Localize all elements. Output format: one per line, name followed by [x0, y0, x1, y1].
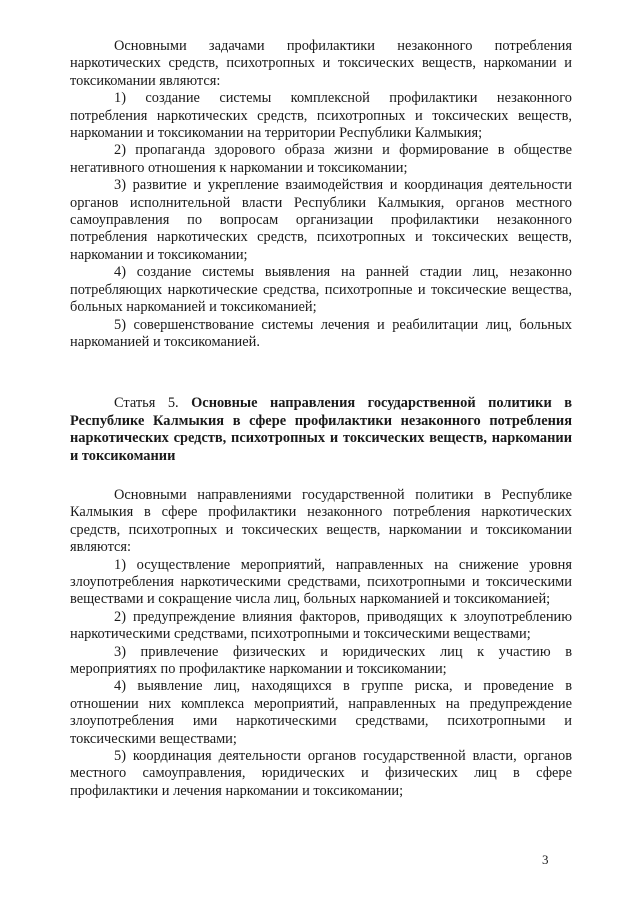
section2-item-3: 3) привлечение физических и юридических лиц к участию в мероприятиях по профилактике наркомании и токсикомании;: [70, 643, 572, 677]
section2-item-4: 4) выявление лиц, находящихся в группе риска, и проведение в отношении них комплекса мероприятий, направленных на предупреждение злоупотребления ими наркотическими средствами, психотропными и токсическими веществами;: [70, 678, 572, 747]
section1-item-1: 1) создание системы комплексной профилактики незаконного потребления наркотических средств, психотропных и токсических веществ, наркомании и токсикомании на территории Республики Калмыкия;: [70, 90, 572, 142]
section2-intro: Основными направлениями государственной политики в Республике Калмыкия в сфере профилактики незаконного потребления наркотических средств, психотропных и токсических веществ, наркомании и токсикомании являются:: [70, 486, 572, 556]
article-title: Основные направления государственной политики в Республике Калмыкия в сфере профилактики незаконного потребления наркотических средств, психотропных и токсических веществ, наркомании и токсикомании: [70, 395, 572, 464]
page-content: [70, 38, 572, 800]
section1-item-5: 5) совершенствование системы лечения и реабилитации лиц, больных наркоманией и токсикоманией.: [70, 316, 572, 350]
spacer: [70, 351, 572, 395]
article-label: Статья 5.: [114, 395, 179, 412]
section1-item-3: 3) развитие и укрепление взаимодействия и координация деятельности органов исполнительной власти Республики Калмыкия, органов местного самоуправления по вопросам организации профилактики незаконного потребления наркотических средств, психотропных и токсических веществ, наркомании и токсикомании;: [70, 177, 572, 263]
section2-item-2: 2) предупреждение влияния факторов, приводящих к злоупотреблению наркотическими средствами, психотропными и токсическими веществами;: [70, 608, 572, 643]
page-number: 3: [542, 852, 549, 867]
section1-item-2: 2) пропаганда здорового образа жизни и формирование в обществе негативного отношения к наркомании и токсикомании;: [70, 142, 572, 176]
section1-item-4: 4) создание системы выявления на ранней стадии лиц, незаконно потребляющих наркотические средства, психотропные и токсические вещества, больных наркоманией и токсикоманией;: [70, 264, 572, 316]
article-heading: [70, 395, 572, 465]
spacer: [70, 465, 572, 487]
section2-item-1: 1) осуществление мероприятий, направленных на снижение уровня злоупотребления наркотическими средствами, психотропными и токсическими веществами и сокращение числа лиц, больных наркоманией и токсикоманией;: [70, 556, 572, 608]
section2-item-5: 5) координация деятельности органов государственной власти, органов местного самоуправления, юридических и физических лиц в сфере профилактики и лечения наркомании и токсикомании;: [70, 748, 572, 799]
section1-intro: Основными задачами профилактики незаконного потребления наркотических средств, психотропных и токсических веществ, наркомании и токсикомании являются:: [70, 38, 572, 89]
